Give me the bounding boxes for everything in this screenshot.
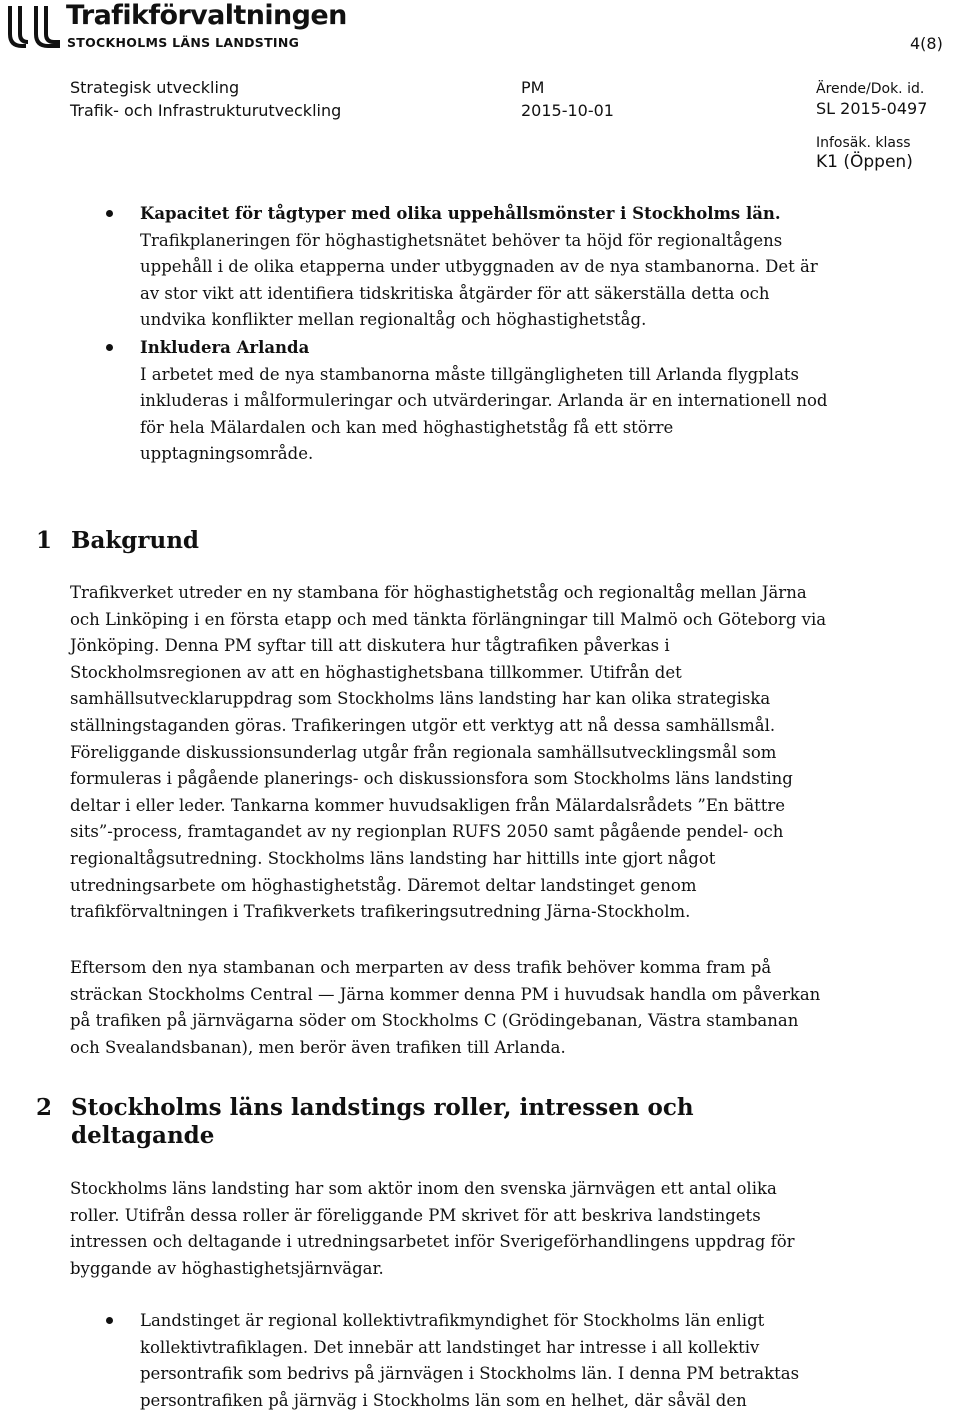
section-title: Bakgrund [71, 527, 200, 554]
page-number: 4(8) [910, 34, 943, 53]
case-id: SL 2015-0497 [816, 99, 928, 118]
classification-value: K1 (Öppen) [816, 152, 913, 172]
org-name: Trafikförvaltningen [66, 0, 347, 31]
bullet-text [140, 335, 830, 468]
department: Strategisk utveckling [70, 78, 240, 97]
bullet-body: Landstinget är regional kollektivtrafikmyndighet för Stockholms län enligt kollektivtrafiklagen. Det innebär att landstinget har intresse i all kollektiv persontrafik som bedrivs på järnvägen i Stockholms län. I denna PM betraktas persontrafiken på järnväg i Stockholms län som en helhet, där såväl den [140, 1311, 800, 1410]
section-number: 1 [36, 527, 53, 554]
section-paragraph: Trafikverket utreder en ny stambana för höghastighetståg och regionaltåg mellan Järna och Linköping i en första etapp och med tänkta förlängningar till Malmö och Göteborg via Jönköping. Denna PM syftar till att diskutera hur tågtrafiken påverkas i Stockholmsregionen av att en höghastighetsbana tillkommer. Utifrån det samhällsutvecklaruppdrag som Stockholms läns landsting har kan olika strategiska ställningstaganden göras. Trafikeringen utgör ett verktyg att nå dessa samhällsmål. Föreliggande diskussionsunderlag utgår från regionala samhällsutvecklingsmål som formuleras i pågående planerings- och diskussionsfora som Stockholms läns landsting deltar i eller leder. Tankarna kommer huvudsakligen från Mälardalsrådets ”En bättre sits”-process, framtagandet av ny regionplan RUFS 2050 samt pågående pendel- och regionaltågsutredning. Stockholms läns landsting har hittills inte gjort något utredningsarbete om höghastighetståg. Däremot deltar landstinget genom trafikförvaltningen i Trafikverkets trafikeringsutredning Järna-Stockholm. [70, 583, 827, 922]
bullet-body: Trafikplaneringen för höghastighetsnätet behöver ta höjd för regionaltågens uppehåll i de olika etapperna under utbyggnaden av de nya stambanorna. Det är av stor vikt att identifiera tidskritiska åtgärder för att säkerställa detta och undvika konflikter mellan regionaltåg och höghastighetståg. [140, 230, 818, 330]
section-number: 2 [36, 1094, 53, 1121]
classification-label: Infosäk. klass [816, 135, 911, 151]
org-logo [0, 0, 347, 52]
document-date: 2015-10-01 [521, 101, 614, 120]
bullet-icon [106, 1317, 113, 1324]
section-paragraph: Eftersom den nya stambanan och merparten av dess trafik behöver komma fram på sträckan Stockholms Central — Järna kommer denna PM i huvudsak handla om påverkan på trafiken på järnvägarna söder om Stockholms C (Grödingebanan, Västra stambanan och Svealandsbanan), men berör även trafiken till Arlanda. [70, 958, 821, 1057]
bullet-icon [106, 344, 113, 351]
org-subtitle: STOCKHOLMS LÄNS LANDSTING [67, 35, 300, 50]
bullet-body: I arbetet med de nya stambanorna måste tillgängligheten till Arlanda flygplats inkluderas i målformuleringar och utvärderingar. Arlanda är en internationell nod för hela Mälardalen och kan med höghastighetståg få ett större upptagningsområde. [140, 364, 828, 464]
bullet-text [140, 201, 830, 334]
section-title: Stockholms läns landstings roller, intressen och deltagande [71, 1094, 694, 1149]
case-label: Ärende/Dok. id. [816, 81, 925, 97]
document-type: PM [521, 78, 545, 97]
logo-mark-icon [4, 4, 62, 50]
section-paragraph: Stockholms läns landsting har som aktör inom den svenska järnvägen ett antal olika roller. Utifrån dessa roller är föreliggande PM skrivet för att beskriva landstingets intressen och deltagande i utredningsarbetet inför Sverigeförhandlingens uppdrag för byggande av höghastighetsjärnvägar. [70, 1179, 795, 1278]
unit: Trafik- och Infrastrukturutveckling [70, 101, 342, 120]
bullet-title: Inkludera Arlanda [140, 338, 310, 357]
bullet-title: Kapacitet för tågtyper med olika uppehållsmönster i Stockholms län. [140, 204, 781, 223]
bullet-icon [106, 210, 113, 217]
